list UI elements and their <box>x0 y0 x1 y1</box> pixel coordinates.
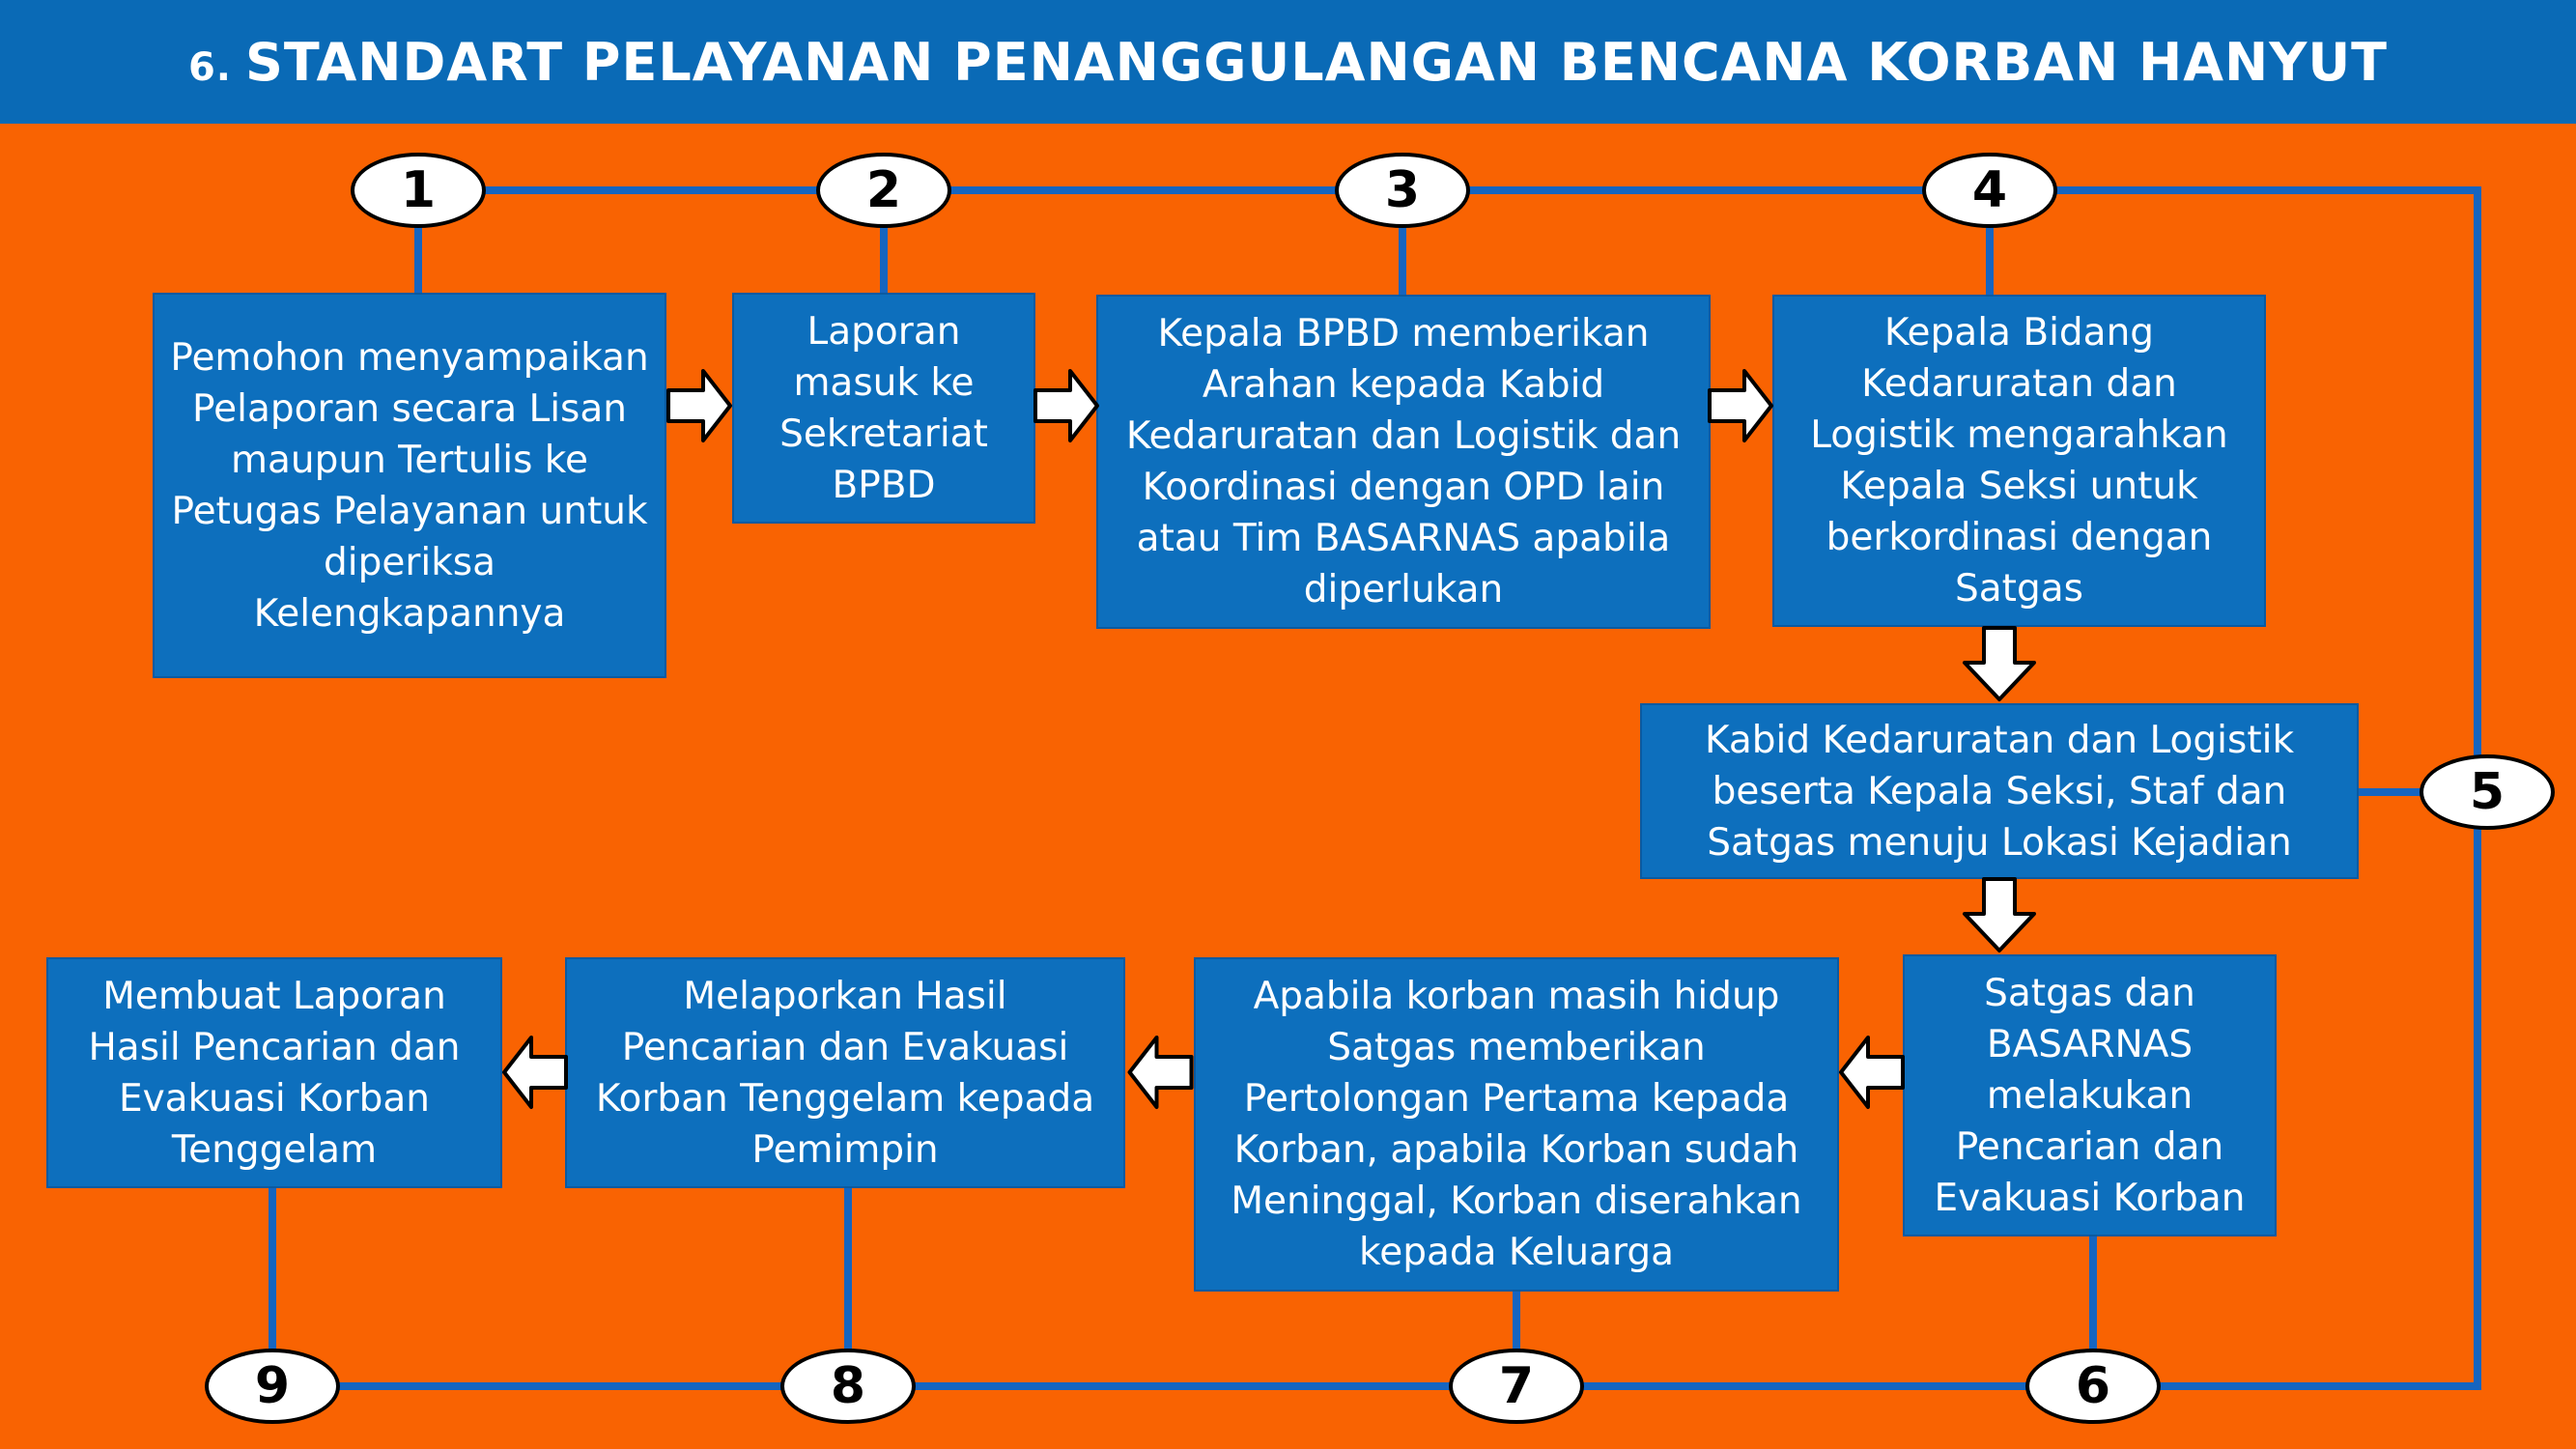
step-node-4: 4 <box>1922 153 2057 228</box>
step-node-5: 5 <box>2420 754 2555 830</box>
step-node-9: 9 <box>205 1349 340 1424</box>
arrow-down-icon <box>1961 877 2038 954</box>
step-7-box: Apabila korban masih hidup Satgas memberikan Pertolongan Pertama kepada Korban, apabila Korban sudah Meninggal, Korban diserahkan kepada Keluarga <box>1196 959 1837 1290</box>
arrow-left-icon <box>500 1034 568 1111</box>
step-9-box: Membuat Laporan Hasil Pencarian dan Evakuasi Korban Tenggelam <box>48 959 500 1186</box>
step-node-7: 7 <box>1449 1349 1584 1424</box>
title-number: 6. <box>187 44 232 90</box>
step-node-8: 8 <box>780 1349 916 1424</box>
arrow-left-icon <box>1837 1034 1905 1111</box>
step-node-1: 1 <box>351 153 486 228</box>
step-4-box: Kepala Bidang Kedaruratan dan Logistik mengarahkan Kepala Seksi untuk berkordinasi dengan Satgas <box>1774 297 2264 625</box>
step-node-6: 6 <box>2025 1349 2161 1424</box>
step-node-2: 2 <box>816 153 951 228</box>
step-5-box: Kabid Kedaruratan dan Logistik beserta Kepala Seksi, Staf dan Satgas menuju Lokasi Kejadian <box>1642 705 2357 877</box>
arrow-right-icon <box>1708 367 1775 444</box>
step-node-3: 3 <box>1335 153 1470 228</box>
step-3-box: Kepala BPBD memberikan Arahan kepada Kabid Kedaruratan dan Logistik dan Koordinasi dengan OPD lain atau Tim BASARNAS apabila diperlukan <box>1098 297 1709 627</box>
title-text: STANDART PELAYANAN PENANGGULANGAN BENCANA KORBAN HANYUT <box>244 31 2389 93</box>
arrow-right-icon <box>666 367 734 444</box>
step-2-box: Laporan masuk ke Sekretariat BPBD <box>734 295 1033 522</box>
step-1-box: Pemohon menyampaikan Pelaporan secara Lisan maupun Tertulis ke Petugas Pelayanan untuk diperiksa Kelengkapannya <box>155 295 665 676</box>
step-6-box: Satgas dan BASARNAS melakukan Pencarian dan Evakuasi Korban <box>1905 956 2275 1235</box>
arrow-left-icon <box>1123 1034 1196 1111</box>
arrow-right-icon <box>1033 367 1101 444</box>
step-8-box: Melaporkan Hasil Pencarian dan Evakuasi Korban Tenggelam kepada Pemimpin <box>567 959 1123 1186</box>
arrow-down-icon <box>1961 626 2038 703</box>
